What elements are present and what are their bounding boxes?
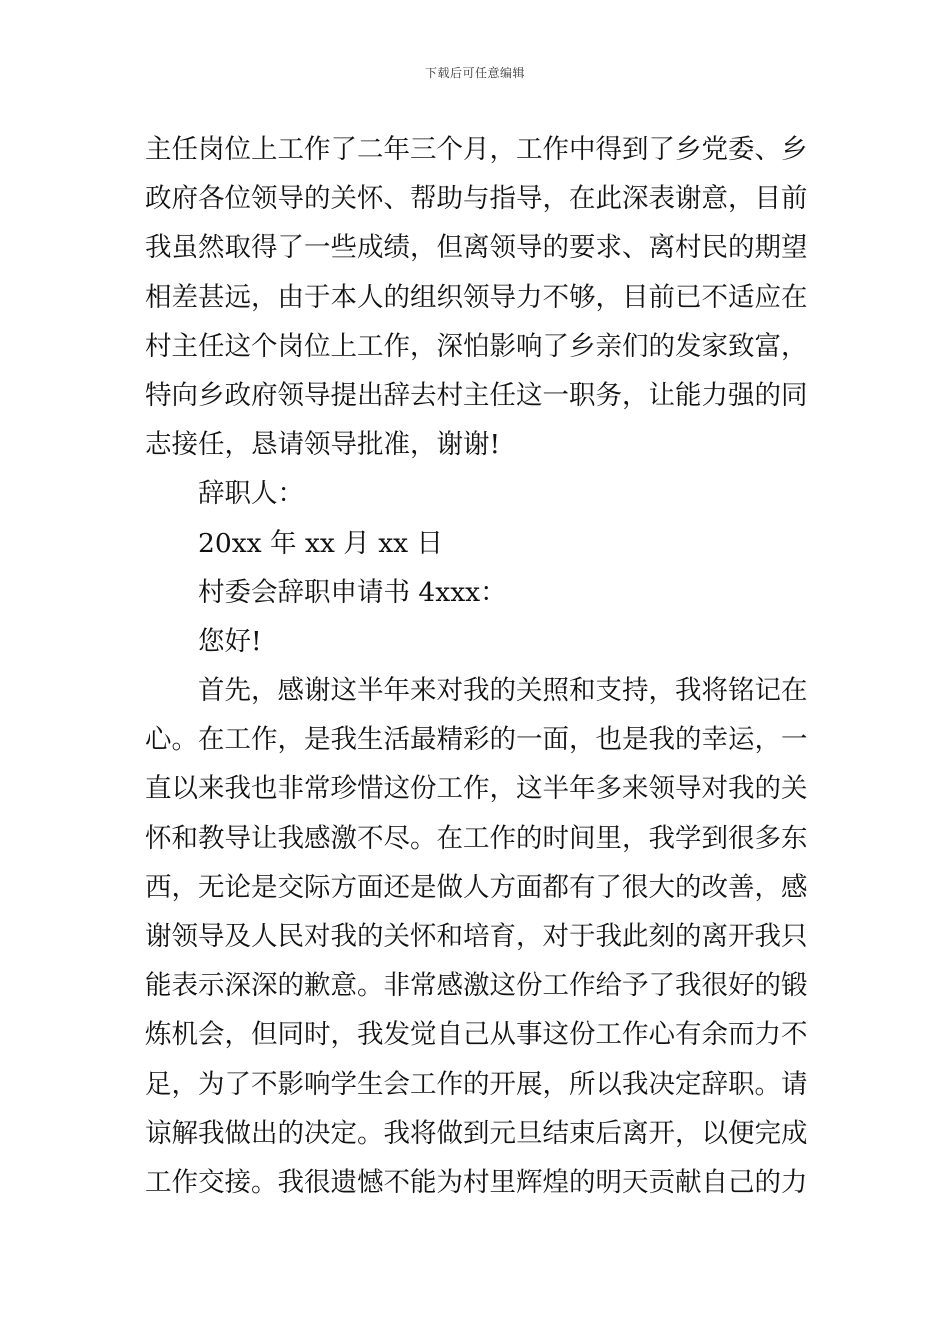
- paragraph-line: 我虽然取得了一些成绩，但离领导的要求、离村民的期望: [145, 232, 808, 264]
- paragraph-line: 谅解我做出的决定。我将做到元旦结束后离开，以便完成: [145, 1117, 808, 1149]
- document-body: [145, 125, 810, 1207]
- paragraph-line: 怀和教导让我感激不尽。在工作的时间里，我学到很多东: [145, 822, 808, 854]
- paragraph-line: 谢领导及人民对我的关怀和培育，对于我此刻的离开我只: [145, 921, 808, 952]
- paragraph-line: 炼机会，但同时，我发觉自己从事这份工作心有余而力不: [145, 1019, 808, 1051]
- paragraph-line: 首先，感谢这半年来对我的关照和支持，我将铭记在: [198, 675, 808, 707]
- greeting: 您好!: [198, 625, 262, 657]
- letter-title: 村委会辞职申请书 4xxx：: [198, 576, 507, 608]
- paragraph-line: 工作交接。我很遗憾不能为村里辉煌的明天贡献自己的力: [145, 1166, 808, 1198]
- paragraph-line: 相差甚远，由于本人的组织领导力不够，目前已不适应在: [145, 281, 808, 313]
- paragraph-line: 直以来我也非常珍惜这份工作，这半年多来领导对我的关: [145, 773, 808, 805]
- page-header-note: 下载后可任意编辑: [424, 66, 525, 80]
- paragraph-line: 政府各位领导的关怀、帮助与指导，在此深表谢意，目前: [145, 183, 808, 215]
- paragraph-line: 村主任这个岗位上工作，深怕影响了乡亲们的发家致富，: [145, 330, 808, 362]
- signature-date: 20xx 年 xx 月 xx 日: [198, 527, 444, 559]
- paragraph-line: 志接任，恳请领导批准，谢谢!: [145, 429, 501, 461]
- signature-label: 辞职人：: [198, 478, 304, 510]
- paragraph-line: 心。在工作，是我生活最精彩的一面，也是我的幸运，一: [145, 724, 808, 756]
- paragraph-line: 能表示深深的歉意。非常感激这份工作给予了我很好的锻: [145, 970, 808, 1002]
- paragraph-line: 西，无论是交际方面还是做人方面都有了很大的改善，感: [145, 871, 808, 903]
- paragraph-line: 足，为了不影响学生会工作的开展，所以我决定辞职。请: [145, 1068, 808, 1100]
- paragraph-line: 特向乡政府领导提出辞去村主任这一职务，让能力强的同: [145, 379, 808, 411]
- paragraph-line: 主任岗位上工作了二年三个月，工作中得到了乡党委、乡: [145, 134, 808, 165]
